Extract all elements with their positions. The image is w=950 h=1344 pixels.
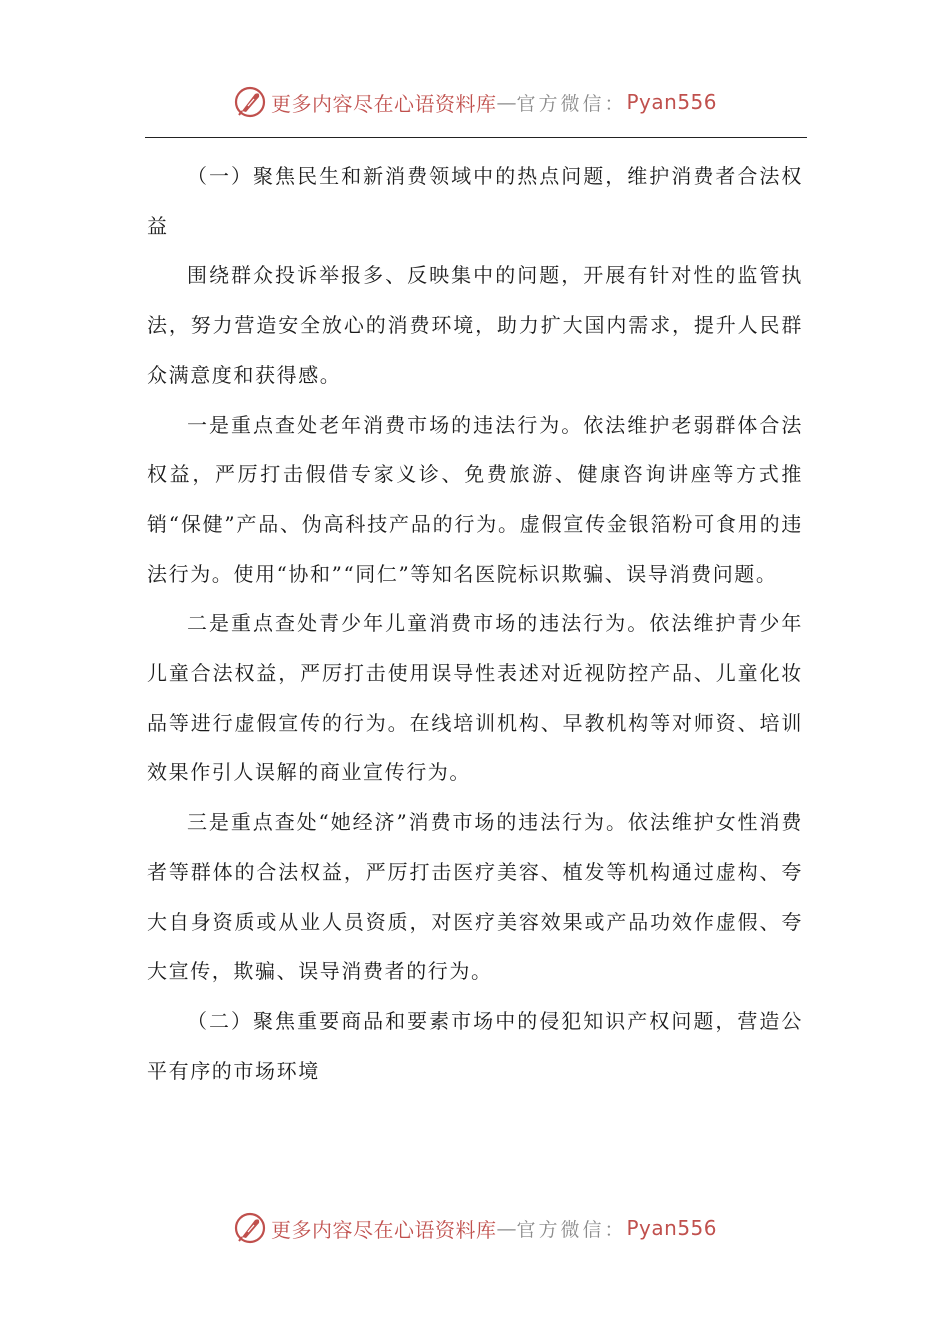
banner-lead-text: 更多内容尽在心语资料库 — [270, 91, 497, 116]
header-banner — [0, 80, 950, 124]
footer-banner — [0, 1206, 950, 1250]
banner-wechat-id: Pyan556 — [626, 1216, 718, 1240]
paragraph-intro: 围绕群众投诉举报多、反映集中的问题，开展有针对性的监管执法，努力营造安全放心的消费环境，助力扩大国内需求，提升人民群众满意度和获得感。 — [147, 263, 803, 387]
quill-pen-icon — [233, 85, 267, 119]
paragraph-elderly: 一是重点查处老年消费市场的违法行为。依法维护老弱群体合法权益，严厉打击假借专家义诊、免费旅游、健康咨询讲座等方式推销“保健”产品、伪高科技产品的行为。虚假宣传金银箔粉可食用的违法行为。使用“协和”“同仁”等知名医院标识欺骗、误导消费问题。 — [147, 412, 803, 586]
quill-pen-icon — [233, 1211, 267, 1245]
banner-wechat-id: Pyan556 — [626, 90, 718, 114]
paragraph-women: 三是重点查处“她经济”消费市场的违法行为。依法维护女性消费者等群体的合法权益，严厉打击医疗美容、植发等机构通过虚构、夸大自身资质或从业人员资质，对医疗美容效果或产品功效作虚假、夸大宣传，欺骗、误导消费者的行为。 — [147, 810, 803, 984]
banner-dash: — — [496, 1216, 517, 1240]
banner-dash: — — [496, 90, 517, 114]
section-heading-1: （一）聚焦民生和新消费领域中的热点问题，维护消费者合法权益 — [147, 164, 803, 238]
header-divider — [145, 137, 807, 138]
section-heading-2: （二）聚焦重要商品和要素市场中的侵犯知识产权问题，营造公平有序的市场环境 — [147, 1008, 803, 1083]
paragraph-youth: 二是重点查处青少年儿童消费市场的违法行为。依法维护青少年儿童合法权益，严厉打击使用误导性表述对近视防控产品、儿童化妆品等进行虚假宣传的行为。在线培训机构、早教机构等对师资、培训效果作引人误解的商业宣传行为。 — [147, 611, 803, 785]
banner-wechat-label: 官方微信： — [516, 92, 627, 115]
banner-lead-text: 更多内容尽在心语资料库 — [270, 1217, 497, 1242]
document-body — [147, 152, 803, 1096]
banner-wechat-label: 官方微信： — [516, 1218, 627, 1241]
